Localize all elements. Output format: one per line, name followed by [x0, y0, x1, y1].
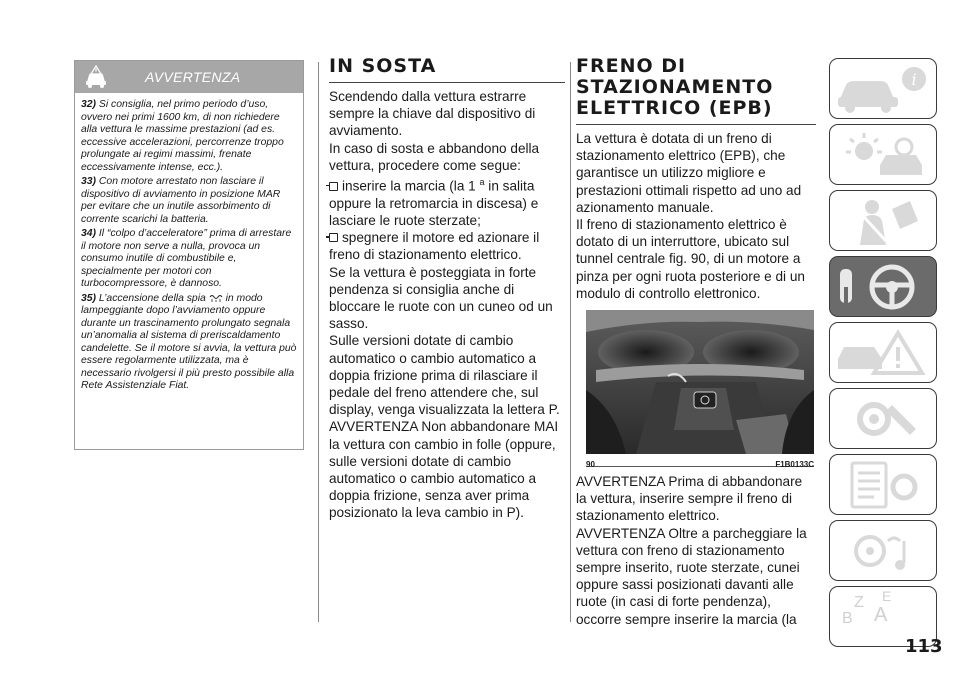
multimedia-icon: [830, 521, 937, 581]
paragraph: Il freno di stazionamento elettrico è dotato di un interruttore, ubicato sul tunnel centrale fig. 90, di un motore a pinza per ogni ruota posteriore e di un modulo di controllo elettronico.: [576, 217, 805, 301]
bullet-item: [329, 229, 565, 263]
warning-item-text: Si consiglia, nel primo periodo d’uso, ovvero nei primi 1600 km, di non richiedere alla vettura le massime prestazioni (ad es. eccessive accelerazioni, percorrenze troppo prolungate ai regimi massimi, frenate eccessivamente intense, ecc.).: [81, 99, 284, 173]
bullet-text: spegnere il motore ed azionare il freno di stazionamento elettrico.: [329, 230, 540, 263]
superscript: a: [479, 177, 485, 188]
warning-item-text: L’accensione della spia: [98, 292, 206, 304]
epb-switch-photo: [586, 310, 814, 454]
warning-item-34: [81, 228, 297, 291]
epb-section: [576, 56, 816, 628]
figure-90: [586, 310, 814, 470]
in-sosta-section: [329, 56, 565, 522]
tab-starting-driving[interactable]: [829, 256, 937, 317]
glow-plug-warning-icon: [209, 294, 223, 302]
warning-item-text: Il “colpo d’acceleratore” prima di arrestare il motore non serve a nulla, provoca un consumo inutile di combustibile e, specialmente per motori con turbocompressore, è dannoso.: [81, 228, 292, 289]
bullet-icon: [329, 182, 338, 191]
paragraph: Scendendo dalla vettura estrarre sempre la chiave dal dispositivo di avviamento.: [329, 89, 536, 139]
warning-item-number: 34): [81, 228, 97, 239]
column-separator: [570, 62, 571, 622]
paragraph: AVVERTENZA Non abbandonare MAI la vettura con cambio in folle (oppure, sulle versioni dotate di cambio automatico o cambio automatico a doppia frizione, senza aver prima posizionato la leva cambio in P).: [329, 419, 559, 521]
tab-multimedia[interactable]: [829, 520, 937, 581]
warning-item-number: 33): [81, 176, 97, 187]
warning-item-text: in modo lampeggiante dopo l’avviamento oppure durante un trascinamento prolungato segnala un’anomalia al sistema di preriscaldamento candelette. Se il motore si avvia, la vettura può essere regolarmente utilizzata, ma è necessario rivolgersi il più presto possibile alla Rete Assistenziale Fiat.: [81, 292, 297, 391]
warning-header: [75, 61, 303, 93]
bullet-icon: [329, 233, 338, 242]
bullet-text: in salita oppure la retromarcia in discesa) e lasciare le ruote sterzate;: [329, 178, 539, 228]
index-letter: B: [842, 610, 853, 627]
warning-item-32: [81, 99, 297, 174]
svg-text:i: i: [911, 70, 917, 89]
paragraph: La vettura è dotata di un freno di stazionamento elettrico (EPB), che garantisce un utilizzo migliore e prestazioni ottimali rispetto ad uno ad azionamento manuale.: [576, 131, 802, 215]
warning-item-number: 32): [81, 99, 97, 110]
page-number: 113: [905, 636, 943, 657]
warning-item-35: [81, 293, 297, 393]
alphabetical-index-icon: [830, 587, 937, 627]
paragraph: Sulle versioni dotate di cambio automatico o cambio automatico a doppia frizione prima di rilasciare il pedale del freno attendere che, sul display, venga visualizzata la lettera P.: [329, 333, 560, 418]
paragraph: In caso di sosta e abbandono della vettura, procedere come segue:: [329, 140, 540, 173]
paragraph: AVVERTENZA Oltre a parcheggiare la vettura con freno di stazionamento sempre inserito, ruote sterzate, cunei oppure sassi posizionati davanti alle ruote (in casi di forte pendenza), occorre sempre inserire la marcia (la: [576, 525, 807, 627]
heading-line: FRENO DI: [576, 55, 687, 77]
heading-line: STAZIONAMENTO: [576, 76, 774, 98]
car-info-icon: [830, 59, 937, 119]
tab-dashboard[interactable]: [829, 124, 937, 185]
maintenance-icon: [830, 389, 937, 449]
seatbelt-safety-icon: [830, 191, 937, 251]
figure-number: 90: [586, 460, 595, 470]
warning-item-text: Con motore arrestato non lasciare il dispositivo di avviamento in posizione MAR per evitare che un inutile assorbimento di corrente scarichi la batteria.: [81, 176, 281, 225]
warning-box: [74, 60, 304, 450]
section-heading: IN SOSTA: [329, 56, 565, 83]
index-letter: Z: [854, 594, 864, 611]
index-letter: E: [882, 588, 892, 604]
paragraph: AVVERTENZA Prima di abbandonare la vettura, inserire sempre il freno di stazionamento elettrico.: [576, 474, 803, 524]
tab-maintenance[interactable]: [829, 388, 937, 449]
index-letter: A: [874, 604, 888, 626]
tab-emergency[interactable]: [829, 322, 937, 383]
bullet-item: [329, 174, 565, 229]
tab-technical-data[interactable]: [829, 454, 937, 515]
column-separator: [318, 62, 319, 622]
warning-item-33: [81, 176, 297, 226]
bullet-text: inserire la marcia (la 1: [342, 178, 476, 194]
tab-car-info[interactable]: [829, 58, 937, 119]
warning-body: [75, 93, 303, 393]
figure-code: F1B0133C: [775, 460, 814, 470]
section-heading: [576, 56, 816, 125]
warning-title: AVVERTENZA: [145, 69, 241, 85]
key-steering-wheel-icon: [830, 257, 937, 317]
heading-line: ELETTRICO (EPB): [576, 97, 773, 119]
tab-safety[interactable]: [829, 190, 937, 251]
car-warning-icon: [83, 65, 109, 89]
technical-data-icon: [830, 455, 937, 515]
warning-item-number: 35): [81, 292, 97, 304]
paragraph: Se la vettura è posteggiata in forte pendenza si consiglia anche di bloccare le ruote con un cuneo od un sasso.: [329, 264, 553, 332]
dashboard-lights-icon: [830, 125, 937, 185]
warning-triangle-icon: [830, 323, 937, 383]
